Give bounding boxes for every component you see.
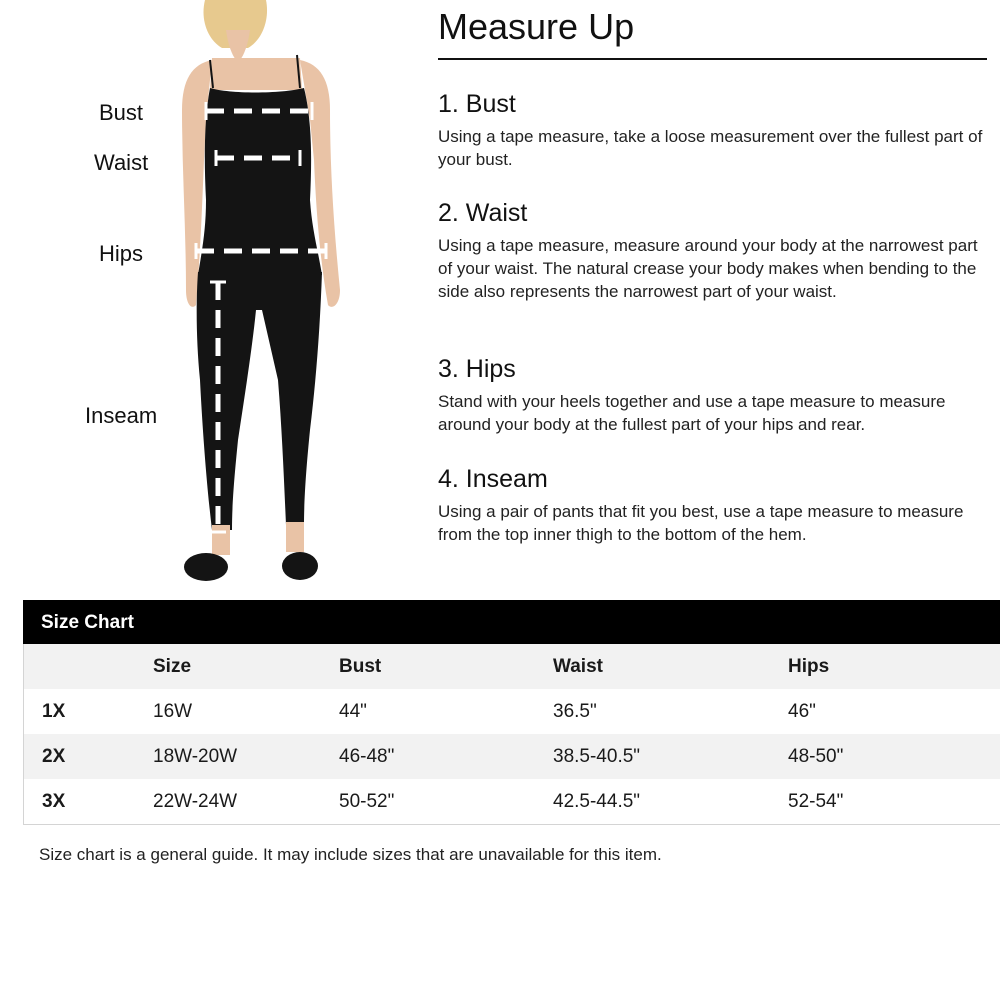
table-cell: 50-52": [339, 790, 395, 812]
table-cell: 18W-20W: [153, 745, 238, 767]
step-text-bust: Using a tape measure, take a loose measurement over the fullest part of your bust.: [438, 127, 983, 169]
column-header-size: Size: [153, 655, 192, 677]
table-cell: 44": [339, 700, 367, 722]
step-text-hips: Stand with your heels together and use a tape measure to measure around your body at the fullest part of your hips and rear.: [438, 392, 946, 434]
table-header-row: [24, 644, 1000, 689]
waist-label: Waist: [94, 150, 149, 175]
column-header-hips: Hips: [788, 655, 830, 677]
table-row: [24, 779, 1000, 824]
size-table: [24, 644, 1000, 824]
size-label-cell: 3X: [42, 790, 66, 812]
right-shoe: [282, 552, 318, 580]
step-text-waist: Using a tape measure, measure around your body at the narrowest part of your waist. The natural crease your body makes when bending to the side also represents the narrowest part of your waist.: [438, 236, 978, 301]
inseam-label: Inseam: [85, 403, 158, 428]
size-label-cell: 1X: [42, 700, 66, 722]
guide-title: Measure Up: [438, 6, 635, 47]
table-cell: 22W-24W: [153, 790, 238, 812]
camisole-shape: [198, 88, 322, 275]
hips-label: Hips: [99, 241, 144, 266]
table-cell: 48-50": [788, 745, 844, 767]
table-cell: 46": [788, 700, 816, 722]
table-cell: 46-48": [339, 745, 395, 767]
left-shoe: [184, 553, 228, 581]
model-illustration: [160, 0, 360, 590]
step-heading-inseam: 4. Inseam: [438, 465, 548, 493]
size-chart: [23, 600, 1000, 825]
bust-label: Bust: [99, 100, 144, 125]
table-cell: 36.5": [553, 700, 597, 722]
column-header: [24, 644, 153, 689]
table-row: [24, 689, 1000, 734]
step-heading-bust: 1. Bust: [438, 90, 516, 118]
chest-skin: [210, 58, 302, 90]
size-chart-title: Size Chart: [23, 600, 1000, 644]
table-cell: 38.5-40.5": [553, 745, 641, 767]
table-row: [24, 734, 1000, 779]
title-divider: [438, 58, 987, 60]
leggings-shape: [197, 272, 322, 530]
table-cell: 42.5-44.5": [553, 790, 641, 812]
column-header-waist: Waist: [553, 655, 603, 677]
step-heading-hips: 3. Hips: [438, 355, 516, 383]
table-cell: 52-54": [788, 790, 844, 812]
neck-shape: [226, 30, 250, 60]
size-table-frame: [23, 644, 1000, 825]
step-text-inseam: Using a pair of pants that fit you best, use a tape measure to measure from the top inner thigh to the bottom of the hem.: [438, 502, 964, 544]
size-chart-footnote: Size chart is a general guide. It may include sizes that are unavailable for this item.: [39, 845, 662, 864]
table-cell: 16W: [153, 700, 193, 722]
column-header-bust: Bust: [339, 655, 382, 677]
step-heading-waist: 2. Waist: [438, 199, 528, 227]
size-label-cell: 2X: [42, 745, 66, 767]
